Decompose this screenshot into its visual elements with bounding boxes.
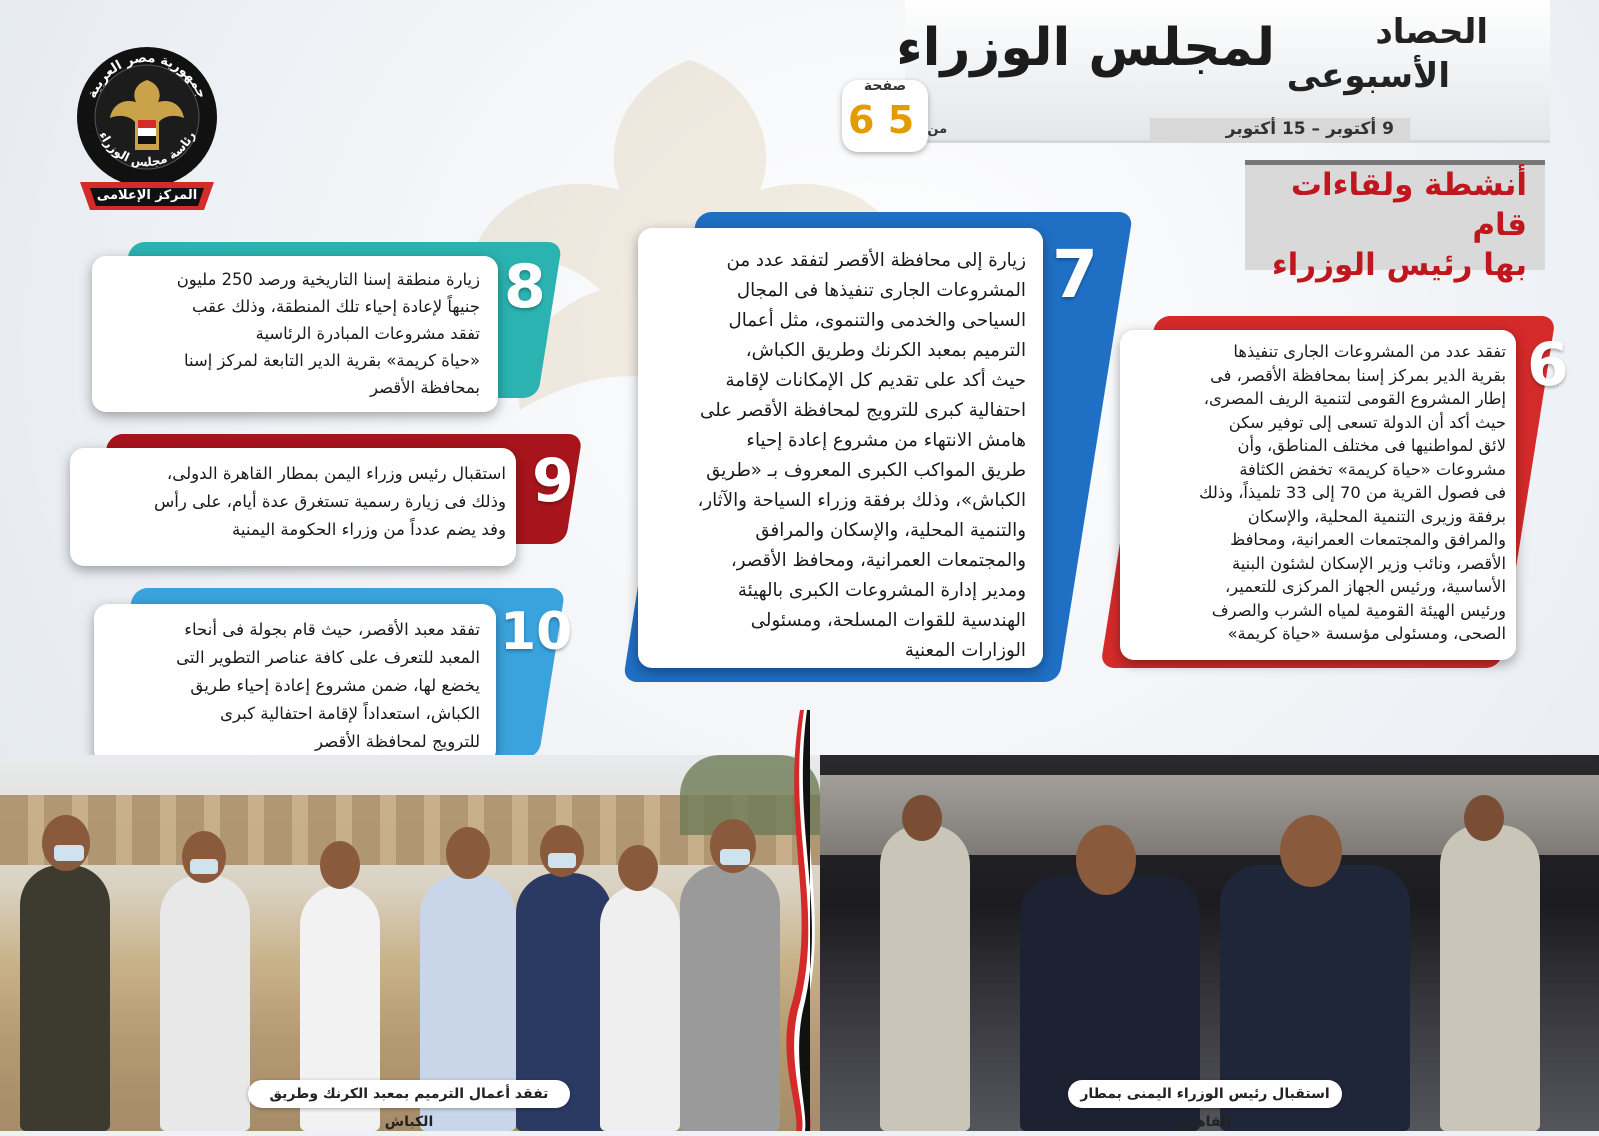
- card-10-line: الكباش، استعداداً لإقامة احتفالية كبرى: [219, 704, 480, 723]
- page-label: صفحة: [863, 78, 907, 94]
- card-6-line: لائق لمواطنيها فى مختلف المناطق، وأن: [1237, 436, 1506, 455]
- card-9-number: 9: [532, 446, 574, 516]
- logo-top-text: جمهورية مصر العربية: [84, 50, 210, 101]
- card-7-line: الترميم بمعبد الكرنك وطريق الكباش،: [745, 340, 1026, 361]
- person-head: [540, 825, 584, 877]
- card-6-line: حيث أكد أن الدولة تسعى إلى توفير سكن: [1228, 412, 1506, 432]
- face-mask: [54, 845, 84, 861]
- card-7-line: هامش الانتهاء من مشروع إعادة إحياء: [746, 430, 1026, 451]
- card-10-line: للترويج لمحافظة الأقصر: [314, 732, 480, 751]
- card-10-line: تفقد معبد الأقصر، حيث قام بجولة فى أنحاء: [184, 620, 480, 639]
- card-8-line: تفقد مشروعات المبادرة الرئاسية: [255, 324, 480, 343]
- header-subtitle-line2: الأسبوعى: [1286, 56, 1450, 96]
- page-separator: من: [927, 122, 948, 137]
- logo-ribbon-text: المركز الإعلامى: [96, 188, 198, 203]
- card-6-line: بقرية الدير بمركز إسنا بمحافظة الأقصر، فى: [1210, 365, 1506, 385]
- card-7-line: الهندسية للقوات المسلحة، ومسئولى: [750, 610, 1026, 631]
- left-photo-caption: تفقد أعمال الترميم بمعبد الكرنك وطريق الكباش: [248, 1080, 570, 1108]
- card-8-line: «حياة كريمة» بقرية الدير التابعة لمركز إسنا: [184, 351, 480, 370]
- person-figure: [160, 875, 250, 1131]
- card-6-line: فى فصول القرية من 70 إلى 33 تلميذاً، وذلك: [1199, 483, 1506, 502]
- card-6-line: مشروعات «حياة كريمة» تخفض الكثافة: [1239, 459, 1506, 479]
- card-7-line: الكباش»، وذلك برفقة وزراء السياحة والآثار،: [697, 490, 1026, 511]
- card-10-text: [104, 616, 480, 756]
- karnak-visit-photo: [0, 755, 820, 1131]
- person-figure: [680, 865, 780, 1131]
- page-total: 6: [848, 98, 875, 142]
- card-8-line: جنيهاً لإعادة إحياء تلك المنطقة، وذلك عقب: [192, 297, 480, 316]
- guard-figure: [880, 825, 970, 1131]
- card-6-number: 6: [1527, 330, 1569, 400]
- person-head: [182, 831, 226, 883]
- card-10-line: المعبد للتعرف على كافة عناصر التطوير التى: [176, 648, 480, 667]
- right-photo-caption: استقبال رئيس الوزراء اليمنى بمطار القاهرة: [1068, 1080, 1342, 1108]
- card-8-number: 8: [504, 252, 546, 322]
- person-figure: [20, 865, 110, 1131]
- person-figure: [600, 885, 680, 1131]
- card-7-line: الوزارات المعنية: [904, 640, 1026, 661]
- card-7-line: زيارة إلى محافظة الأقصر لتفقد عدد من: [726, 250, 1026, 271]
- person-head: [618, 845, 658, 891]
- date-bar: [1150, 118, 1410, 142]
- svg-text:جمهورية مصر العربية: [85, 51, 209, 101]
- face-mask: [190, 859, 218, 874]
- airport-reception-photo: [820, 755, 1599, 1131]
- card-6-line: ورئيس الهيئة القومية لمياه الشرب والصرف: [1211, 600, 1506, 620]
- card-6-line: والمرافق والمجتمعات العمرانية، ومحافظ: [1230, 530, 1506, 549]
- card-6-line: الأساسية، ورئيس الجهاز المركزى للتعمير،: [1225, 577, 1506, 596]
- card-7-number: 7: [1052, 236, 1098, 313]
- card-7-line: المشروعات الجارى تنفيذها فى المجال: [736, 280, 1026, 301]
- card-6-line: برفقة وزيرى التنمية المحلية، والإسكان: [1247, 506, 1506, 526]
- logo-ring-text: [72, 42, 222, 192]
- card-6-line: إطار المشروع القومى لتنمية الريف المصرى،: [1203, 389, 1506, 408]
- card-10-number: 10: [500, 602, 573, 662]
- card-7-line: ومدير إدارة المشروعات الكبرى بالهيئة: [737, 580, 1026, 601]
- card-7-line: السياحى والخدمى والتنموى، مثل أعمال: [728, 310, 1026, 331]
- card-9-line: استقبال رئيس وزراء اليمن بمطار القاهرة الدولى،: [166, 464, 506, 483]
- guard-head: [1464, 795, 1504, 841]
- card-6-line: الأقصر، ونائب وزير الإسكان لشئون البنية: [1231, 553, 1506, 573]
- page-current: 5: [887, 98, 915, 142]
- logo-middle-text: رئاسة مجلس الوزراء: [96, 129, 198, 170]
- date-range: 9 أكتوبر – 15 أكتوبر: [1225, 119, 1394, 139]
- person-head: [1076, 825, 1136, 895]
- section-title-line2: بها رئيس الوزراء: [1271, 247, 1527, 283]
- header-title: لمجلس الوزراء: [896, 18, 1275, 78]
- header-subtitle-line1: الحصاد: [1375, 12, 1488, 52]
- guard-head: [902, 795, 942, 841]
- card-7-line: حيث أكد على تقديم كل الإمكانات لإقامة: [725, 370, 1026, 391]
- card-9-line: وفد يضم عدداً من وزراء الحكومة اليمنية: [231, 520, 506, 539]
- card-9-line: وذلك فى زيارة رسمية تستغرق عدة أيام، على رأس: [153, 492, 506, 511]
- person-head: [42, 815, 90, 871]
- face-mask: [548, 853, 576, 868]
- guard-figure: [1440, 825, 1540, 1131]
- card-7-line: والتنمية المحلية، والإسكان والمرافق: [755, 520, 1026, 541]
- media-center-logo: [72, 42, 222, 217]
- svg-text:رئاسة مجلس الوزراء: [96, 129, 197, 170]
- card-9-text: [80, 460, 506, 544]
- page-number: [848, 98, 948, 142]
- person-head: [446, 827, 490, 879]
- card-6-line: تفقد عدد من المشروعات الجارى تنفيذها: [1233, 342, 1506, 361]
- section-title: [1245, 160, 1545, 283]
- card-7-line: والمجتمعات العمرانية، ومحافظ الأقصر،: [730, 550, 1026, 571]
- card-6-text: [1130, 340, 1506, 646]
- card-10-line: يخضع لها، ضمن مشروع إعادة إحياء طريق: [190, 676, 480, 695]
- card-7-text: [648, 246, 1026, 666]
- card-6-line: الصحى، ومسئولى مؤسسة «حياة كريمة»: [1227, 624, 1506, 643]
- section-title-line1: أنشطة ولقاءات قام: [1290, 167, 1527, 243]
- card-8-line: بمحافظة الأقصر: [370, 378, 480, 397]
- card-7-line: احتفالية كبرى للترويج لمحافظة الأقصر على: [700, 400, 1026, 421]
- card-8-line: زيارة منطقة إسنا التاريخية ورصد 250 مليون: [176, 270, 480, 289]
- card-7-line: طريق المواكب الكبرى المعروف بـ «طريق: [706, 460, 1026, 481]
- person-head: [1280, 815, 1342, 887]
- page-number-badge: [842, 78, 948, 152]
- card-8-text: [102, 266, 480, 401]
- face-mask: [720, 849, 750, 865]
- person-head: [320, 841, 360, 889]
